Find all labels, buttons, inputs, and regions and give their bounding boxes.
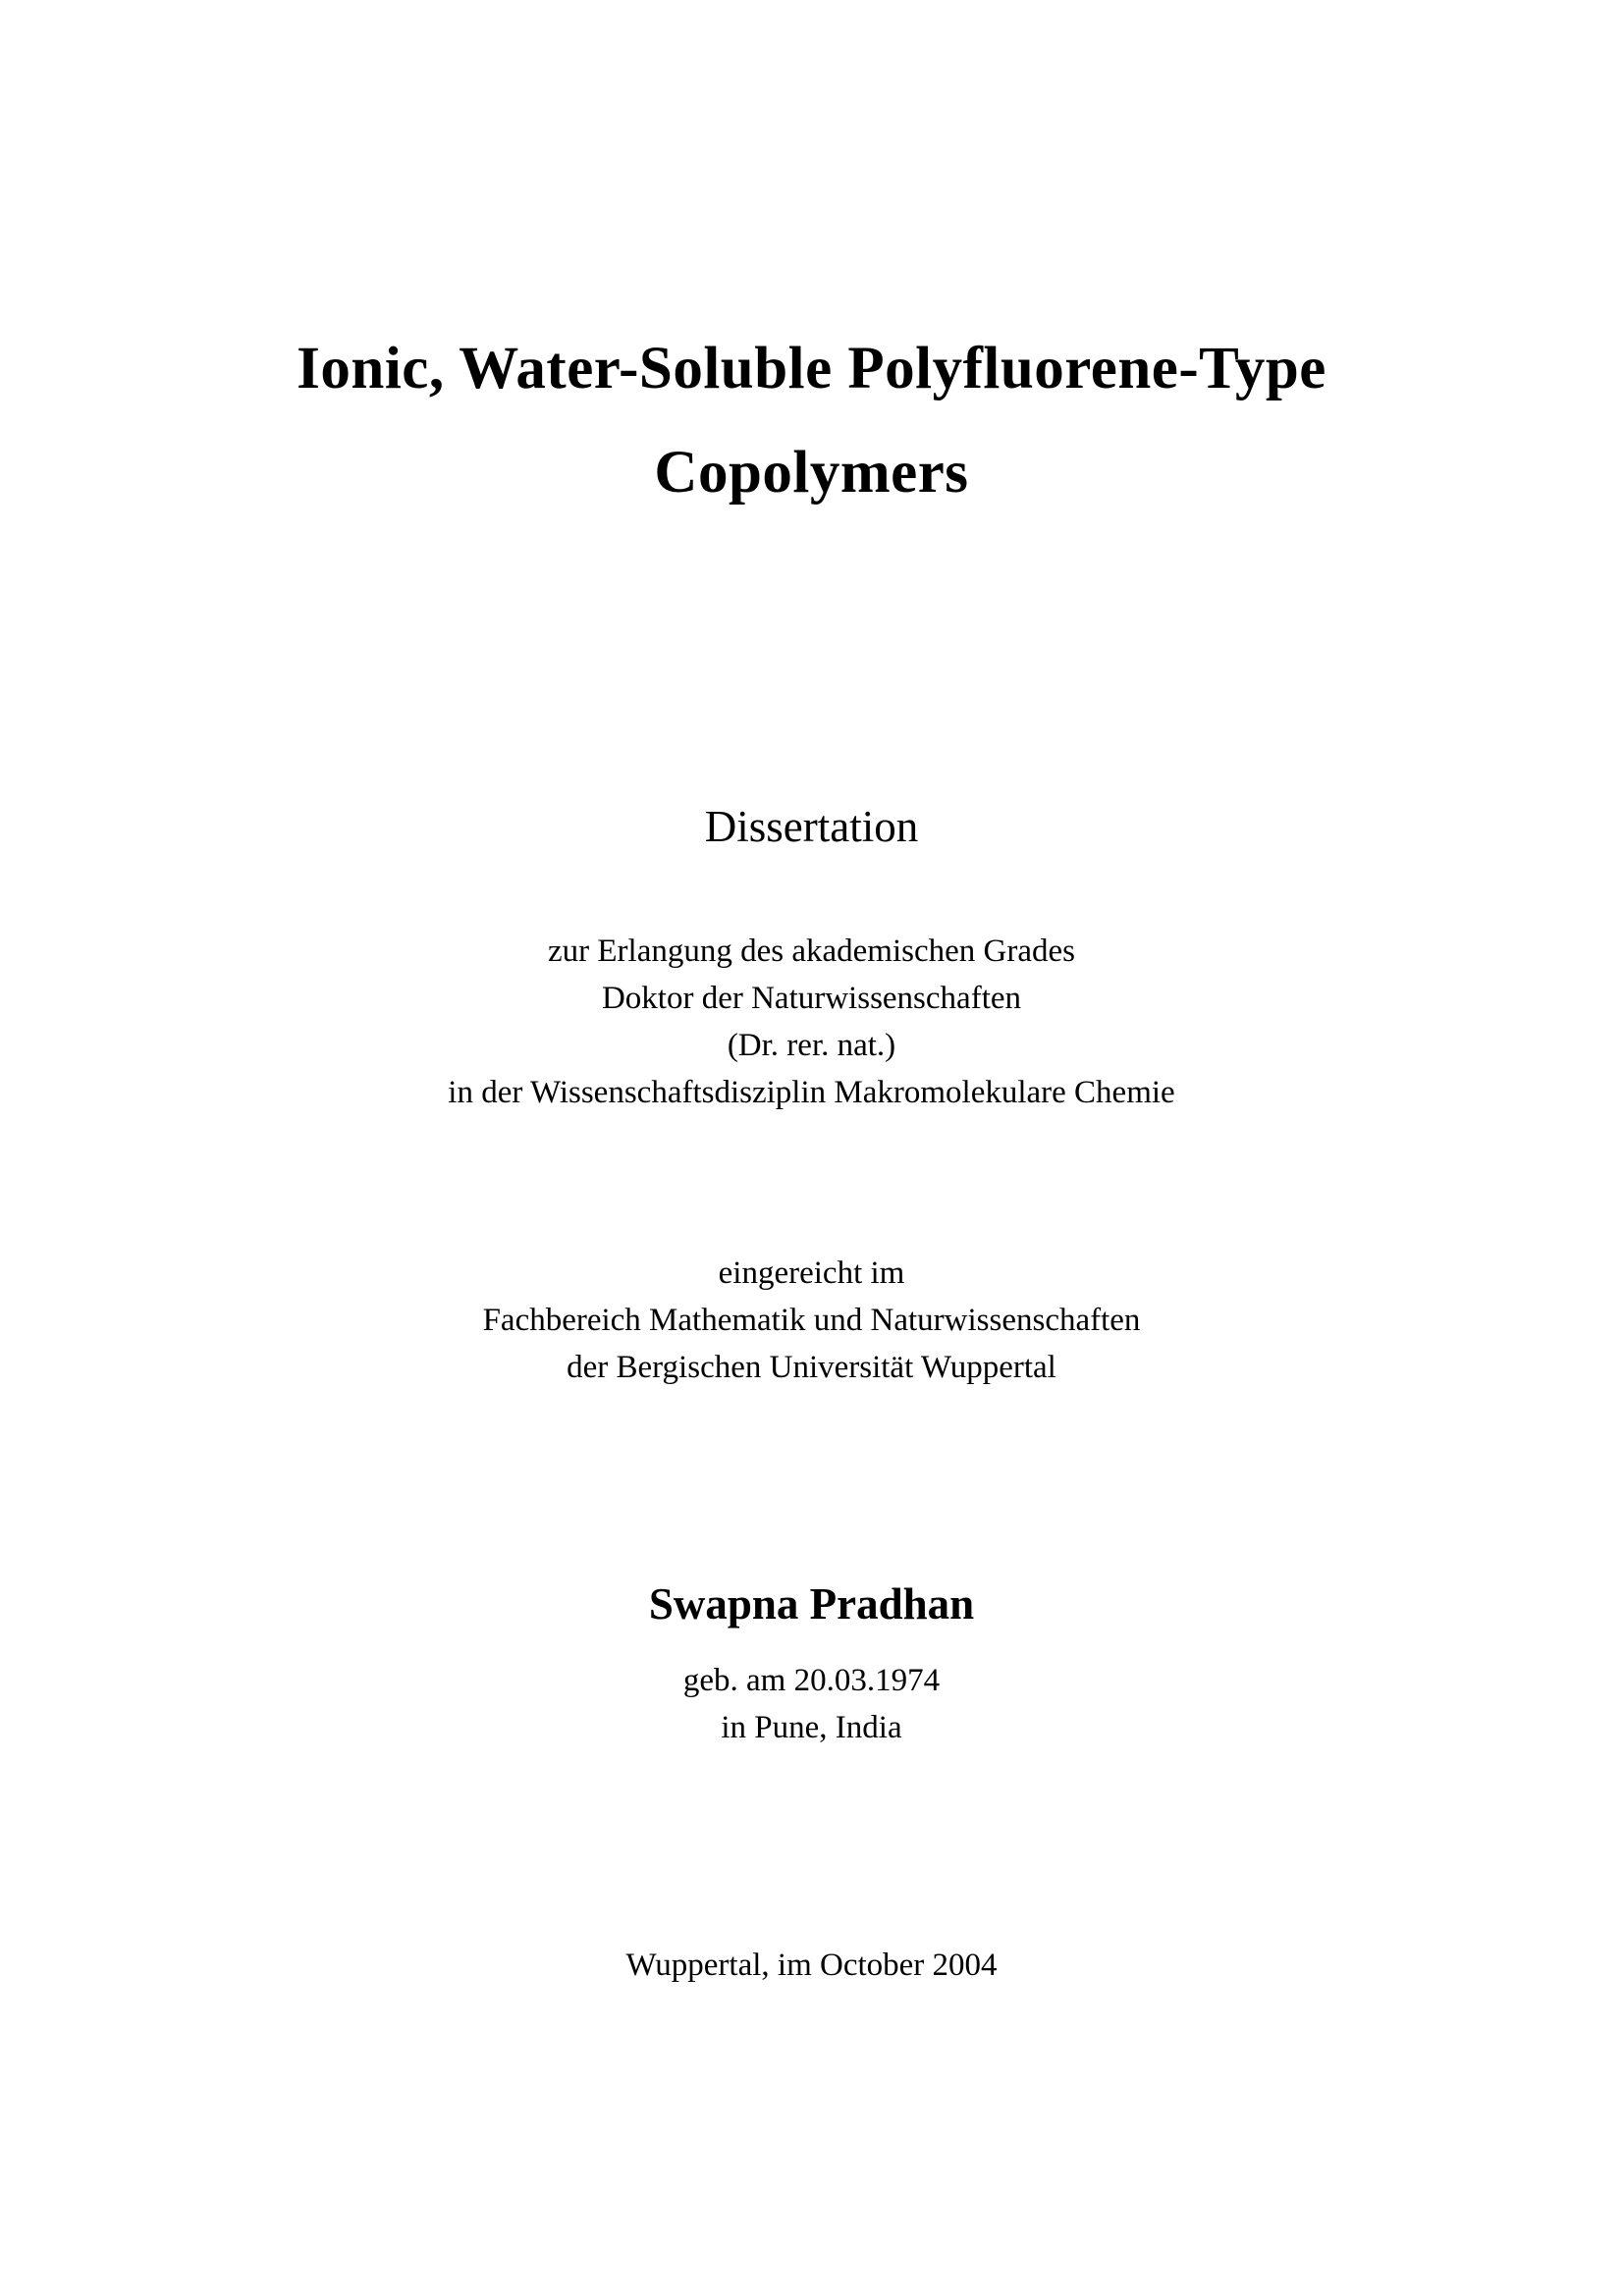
submission-line-2: Fachbereich Mathematik und Naturwissenschaften xyxy=(482,1303,1141,1338)
document-title-line-1: Ionic, Water-Soluble Polyfluorene-Type xyxy=(297,336,1326,401)
birth-place-line: in Pune, India xyxy=(721,1710,902,1745)
document-title-line-2: Copolymers xyxy=(654,440,969,506)
submission-line-3: der Bergischen Universität Wuppertal xyxy=(567,1350,1056,1385)
degree-statement-block xyxy=(0,928,1623,1116)
document-type-label: Dissertation xyxy=(704,802,919,851)
degree-line-4: in der Wissenschaftsdisziplin Makromolekulare Chemie xyxy=(448,1075,1175,1110)
author-birth-block xyxy=(0,1657,1623,1751)
birth-date-line: geb. am 20.03.1974 xyxy=(682,1663,941,1698)
submission-statement-block xyxy=(0,1250,1623,1391)
degree-line-2: Doktor der Naturwissenschaften xyxy=(601,981,1022,1016)
author-name: Swapna Pradhan xyxy=(648,1579,975,1629)
place-and-date-line: Wuppertal, im October 2004 xyxy=(625,1948,998,1983)
degree-line-3: (Dr. rer. nat.) xyxy=(727,1028,896,1063)
degree-line-1: zur Erlangung des akademischen Grades xyxy=(548,934,1075,969)
submission-line-1: eingereicht im xyxy=(718,1255,905,1291)
